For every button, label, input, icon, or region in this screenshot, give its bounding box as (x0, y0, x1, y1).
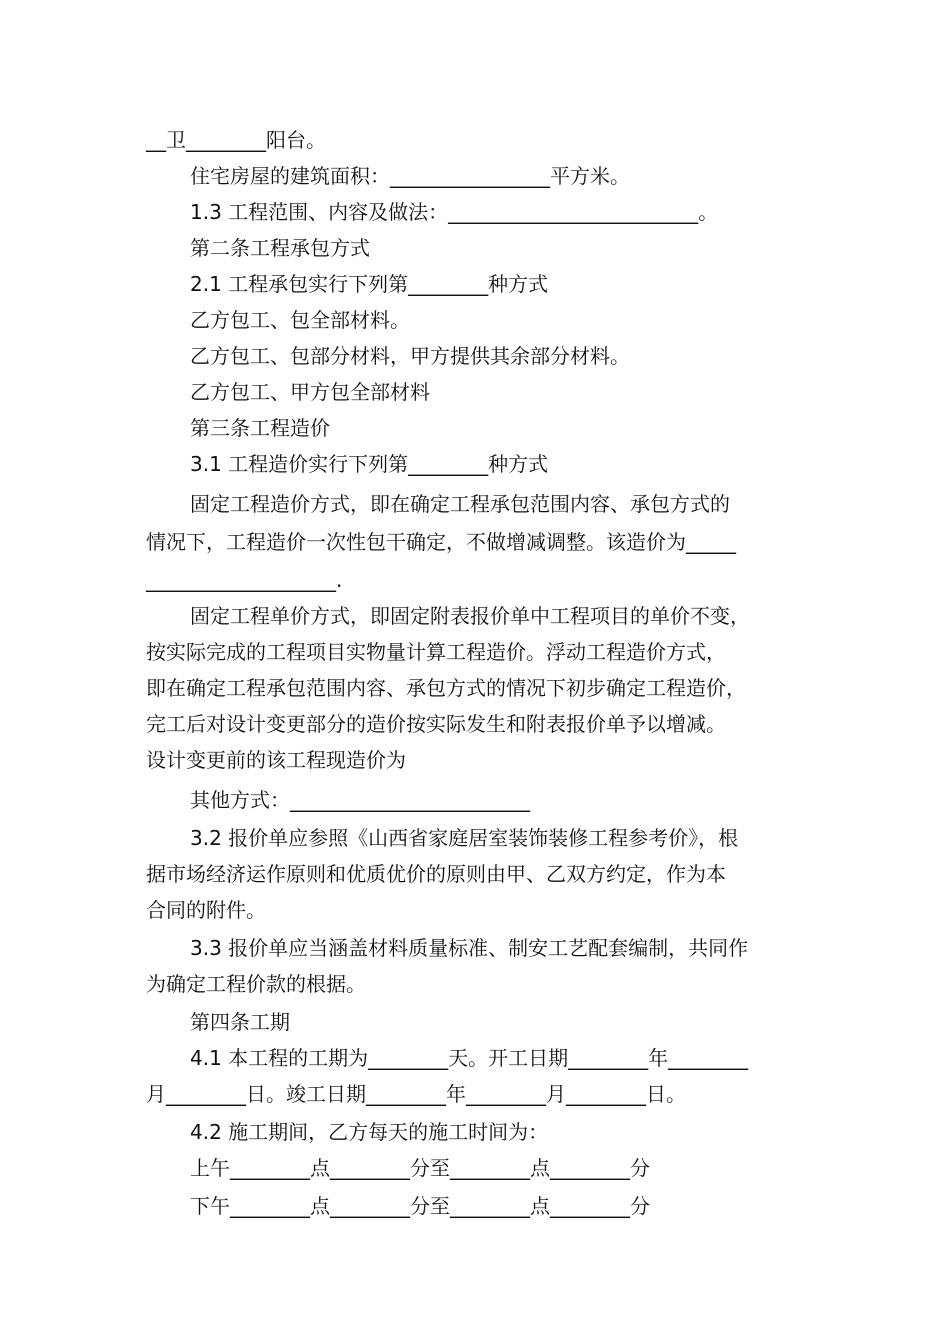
text-line: 3.1 工程造价实行下列第________种方式 (190, 452, 549, 476)
text-line: 乙方包工、包部分材料，甲方提供其余部分材料。 (190, 344, 630, 368)
section-heading: 第二条工程承包方式 (190, 236, 370, 260)
text-line: 3.3 报价单应当涵盖材料质量标准、制安工艺配套编制，共同作 (190, 936, 749, 960)
text-line: 完工后对设计变更部分的造价按实际发生和附表报价单予以增减。 (146, 712, 726, 736)
text-line: 固定工程造价方式，即在确定工程承包范围内容、承包方式的 (190, 492, 730, 516)
text-line: 其他方式：________________________ (190, 788, 530, 812)
text-line: 据市场经济运作原则和优质优价的原则由甲、乙双方约定，作为本 (146, 862, 726, 886)
text-line: 月________日。竣工日期________年________月________日。 (146, 1082, 686, 1106)
text-line: 2.1 工程承包实行下列第________种方式 (190, 272, 549, 296)
text-line: 情况下，工程造价一次性包干确定，不做增减调整。该造价为_____ (146, 530, 736, 554)
text-line: 上午________点________分至________点________分 (190, 1156, 650, 1180)
section-heading: 第三条工程造价 (190, 416, 330, 440)
text-line: 4.2 施工期间，乙方每天的施工时间为： (190, 1120, 549, 1144)
text-line: 乙方包工、包全部材料。 (190, 308, 410, 332)
text-line: ___________________. (146, 568, 343, 592)
text-line: 住宅房屋的建筑面积：________________平方米。 (190, 164, 630, 188)
section-heading: 第四条工期 (190, 1010, 290, 1034)
text-line: 下午________点________分至________点________分 (190, 1194, 650, 1218)
text-line: 1.3 工程范围、内容及做法：_________________________。 (190, 200, 719, 224)
text-line: 3.2 报价单应参照《山西省家庭居室装饰装修工程参考价》，根 (190, 826, 739, 850)
text-line: 为确定工程价款的根据。 (146, 972, 366, 996)
text-line: 合同的附件。 (146, 898, 266, 922)
text-line: 乙方包工、甲方包全部材料 (190, 380, 430, 404)
text-line: 即在确定工程承包范围内容、承包方式的情况下初步确定工程造价， (146, 676, 746, 700)
text-line: 4.1 本工程的工期为________天。开工日期________年________ (190, 1046, 749, 1070)
text-line: __卫________阳台。 (146, 128, 326, 152)
text-line: 按实际完成的工程项目实物量计算工程造价。浮动工程造价方式， (146, 640, 726, 664)
text-line: 固定工程单价方式，即固定附表报价单中工程项目的单价不变， (190, 604, 750, 628)
text-line: 设计变更前的该工程现造价为 (146, 748, 406, 772)
